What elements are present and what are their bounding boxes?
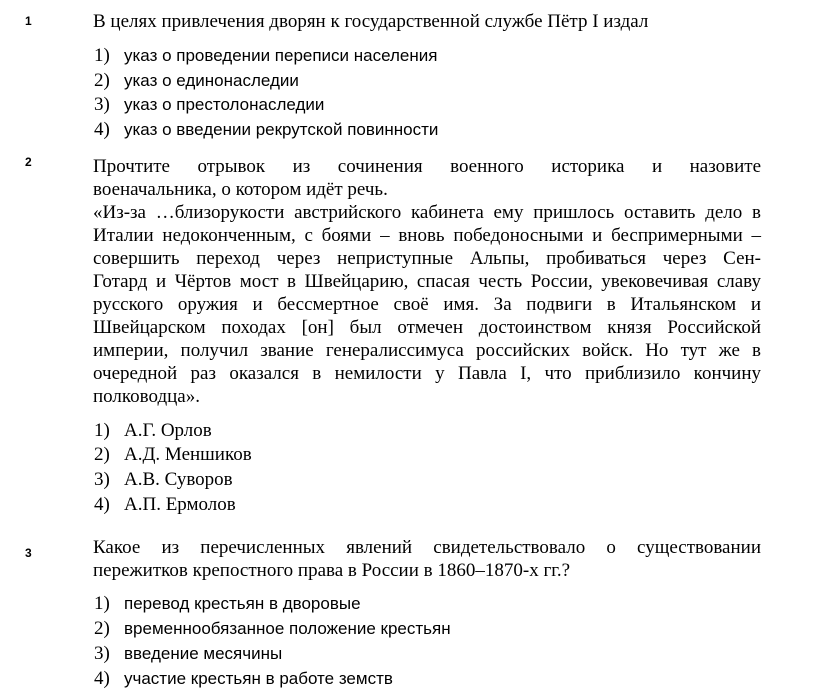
option-number: 2) — [94, 618, 110, 639]
question-2-option-2[interactable] — [94, 442, 794, 467]
option-number: 4) — [94, 119, 110, 140]
option-number: 3) — [94, 94, 110, 115]
option-number: 4) — [94, 668, 110, 689]
question-2-option-1[interactable] — [94, 418, 794, 443]
option-text: А.П. Ермолов — [124, 494, 236, 515]
quote-line: империи, получил звание генералиссимуса российских войск. Но тут же в — [93, 340, 761, 361]
question-1-option-4[interactable] — [94, 117, 794, 142]
question-number-3: 3 — [25, 546, 32, 560]
question-2-option-4[interactable] — [94, 492, 794, 517]
question-2-line: Прочтите отрывок из сочинения военного историка и назовите — [93, 156, 761, 177]
option-number: 1) — [94, 420, 110, 441]
option-number: 4) — [94, 494, 110, 515]
option-text: А.В. Суворов — [124, 469, 233, 490]
question-3-line: пережитков крепостного права в России в 1860–1870-х гг.? — [93, 560, 571, 581]
option-text: перевод крестьян в дворовые — [124, 594, 361, 613]
option-number: 1) — [94, 45, 110, 66]
quote-line: русского оружия и бессмертное своё имя. За подвиги в Итальянском и — [93, 294, 761, 315]
quote-line: полководца». — [93, 386, 200, 407]
quote-line: очередной раз оказался в немилости у Павла I, что приблизило кончину — [93, 363, 761, 384]
option-text: указ о единонаследии — [124, 71, 299, 90]
question-3-line: Какое из перечисленных явлений свидетельствовало о существовании — [93, 537, 761, 558]
option-text: участие крестьян в работе земств — [124, 669, 393, 688]
question-3-option-2[interactable] — [94, 616, 794, 641]
option-number: 1) — [94, 593, 110, 614]
question-number-2: 2 — [25, 155, 32, 169]
option-number: 3) — [94, 643, 110, 664]
question-2-text — [93, 155, 761, 408]
question-3-text — [93, 536, 761, 582]
option-text: временнообязанное положение крестьян — [124, 619, 451, 638]
quote-line: Италии недоконченным, с боями – вновь победоносными и беспримерными – — [93, 225, 761, 246]
question-2-line: военачальника, о котором идёт речь. — [93, 179, 388, 200]
option-number: 3) — [94, 469, 110, 490]
question-3-option-3[interactable] — [94, 641, 794, 666]
question-number-1: 1 — [25, 14, 32, 28]
quote-line: Готард и Чёртов мост в Швейцарию, спасая честь России, увековечивая славу — [93, 271, 761, 292]
quote-line: Швейцарском походах [он] был отмечен достоинством князя Российской — [93, 317, 761, 338]
question-3-option-1[interactable] — [94, 591, 794, 616]
quote-line: «Из-за …близорукости австрийского кабинета ему пришлось оставить дело в — [93, 202, 761, 223]
question-2-option-3[interactable] — [94, 467, 794, 492]
question-1-option-2[interactable] — [94, 68, 794, 93]
option-number: 2) — [94, 444, 110, 465]
option-number: 2) — [94, 70, 110, 91]
option-text: указ о проведении переписи населения — [124, 46, 438, 65]
quote-line: совершить переход через неприступные Альпы, пробиваться через Сен- — [93, 248, 761, 269]
option-text: А.Г. Орлов — [124, 420, 212, 441]
question-1-line: В целях привлечения дворян к государственной службе Пётр I издал — [93, 11, 649, 32]
question-1-text — [93, 10, 761, 33]
question-3-option-4[interactable] — [94, 666, 794, 691]
option-text: введение месячины — [124, 644, 283, 663]
question-1-option-1[interactable] — [94, 43, 794, 68]
option-text: указ о введении рекрутской повинности — [124, 120, 439, 139]
option-text: А.Д. Меншиков — [124, 444, 252, 465]
option-text: указ о престолонаследии — [124, 95, 325, 114]
question-1-option-3[interactable] — [94, 92, 794, 117]
